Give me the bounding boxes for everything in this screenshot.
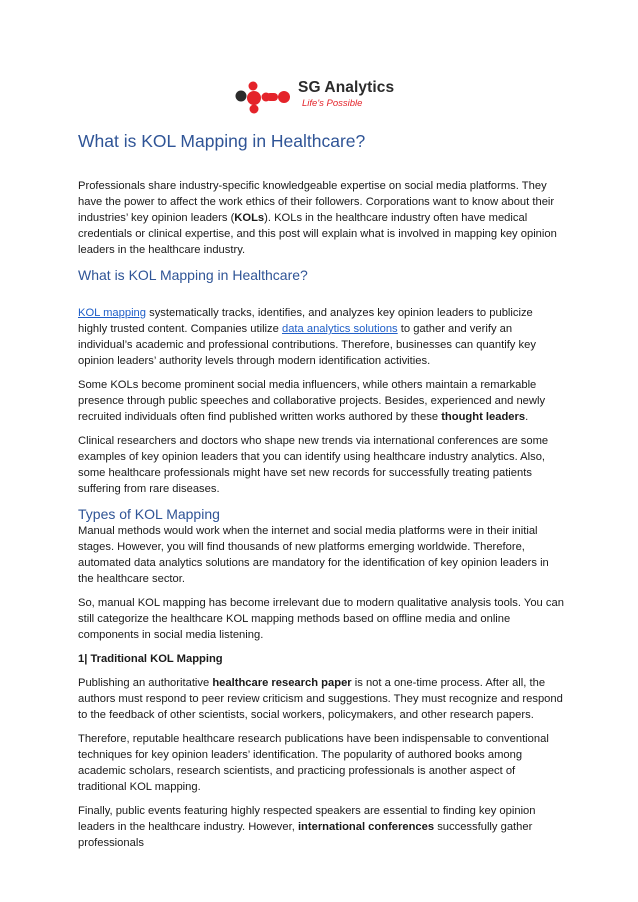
document-body [78, 130, 564, 859]
brand-name: SG Analytics [298, 79, 395, 96]
section2-paragraph-4: Therefore, reputable healthcare research publications have been indispensable to conventional techniques for key opinion leaders’ identification. The popularity of authored books among academic scholars, research scientists, and practicing professionals is another aspect of traditional KOL mapping. [78, 733, 549, 793]
section-heading-what-is: What is KOL Mapping in Healthcare? [78, 267, 308, 283]
intro-paragraph: Professionals share industry-specific knowledgeable expertise on social media platforms. They have the power to affect the work ethics of their followers. Corporations want to know about their industries’ key opinion leaders (KOLs). KOLs in the healthcare industry often have medical credentials or clinical expertise, and this post will explain what is involved in mapping key opinion leaders in the healthcare industry. [78, 180, 557, 256]
section2-paragraph-1: Manual methods would work when the internet and social media platforms were in their initial stages. However, you will find thousands of new platforms emerging worldwide. Therefore, automated data analytics solutions are mandatory for the identification of key opinion leaders in the healthcare sector. [78, 525, 549, 585]
data-analytics-solutions-link[interactable]: data analytics solutions [281, 323, 398, 335]
section2-paragraph-5: Finally, public events featuring highly respected speakers are essential to finding key opinion leaders in the healthcare industry. However, international conferences successfully gather professionals [78, 805, 536, 849]
section1-paragraph-3: Clinical researchers and doctors who shape new trends via international conferences are some examples of key opinion leaders that you can identify using healthcare industry analytics. Also, some healthcare professionals might have set new records for successfully treating patients suffering from rare diseases. [78, 435, 549, 495]
kol-mapping-link[interactable]: KOL mapping [78, 307, 146, 319]
logo-mark-icon [232, 76, 302, 116]
section-heading-types: Types of KOL Mapping [78, 506, 220, 522]
subheading-traditional: 1| Traditional KOL Mapping [78, 653, 223, 665]
section1-paragraph-2: Some KOLs become prominent social media influencers, while others maintain a remarkable presence through public speeches and collaborative projects. Besides, experienced and newly recruited individuals often find published written works authored by these thought leaders. [78, 379, 546, 423]
brand-logo [232, 76, 412, 116]
brand-tagline: Life's Possible [302, 98, 363, 109]
section2-paragraph-2: So, manual KOL mapping has become irrelevant due to modern qualitative analysis tools. You can still categorize the healthcare KOL mapping methods based on offline media and online components in social media listening. [78, 597, 564, 641]
section2-paragraph-3: Publishing an authoritative healthcare research paper is not a one-time process. After all, the authors must respond to peer review criticism and suggestions. They must recognize and respond to the feedback of other scientists, social workers, policymakers, and other research papers. [78, 677, 563, 721]
page-title: What is KOL Mapping in Healthcare? [78, 131, 366, 151]
section1-paragraph-1: KOL mapping systematically tracks, identifies, and analyzes key opinion leaders to publicize highly trusted content. Companies utilize data analytics solutions to gather and verify an individual’s academic and professional contributions. Therefore, businesses can quantify key opinion leaders’ authority levels through modern identification activities. [78, 307, 536, 367]
